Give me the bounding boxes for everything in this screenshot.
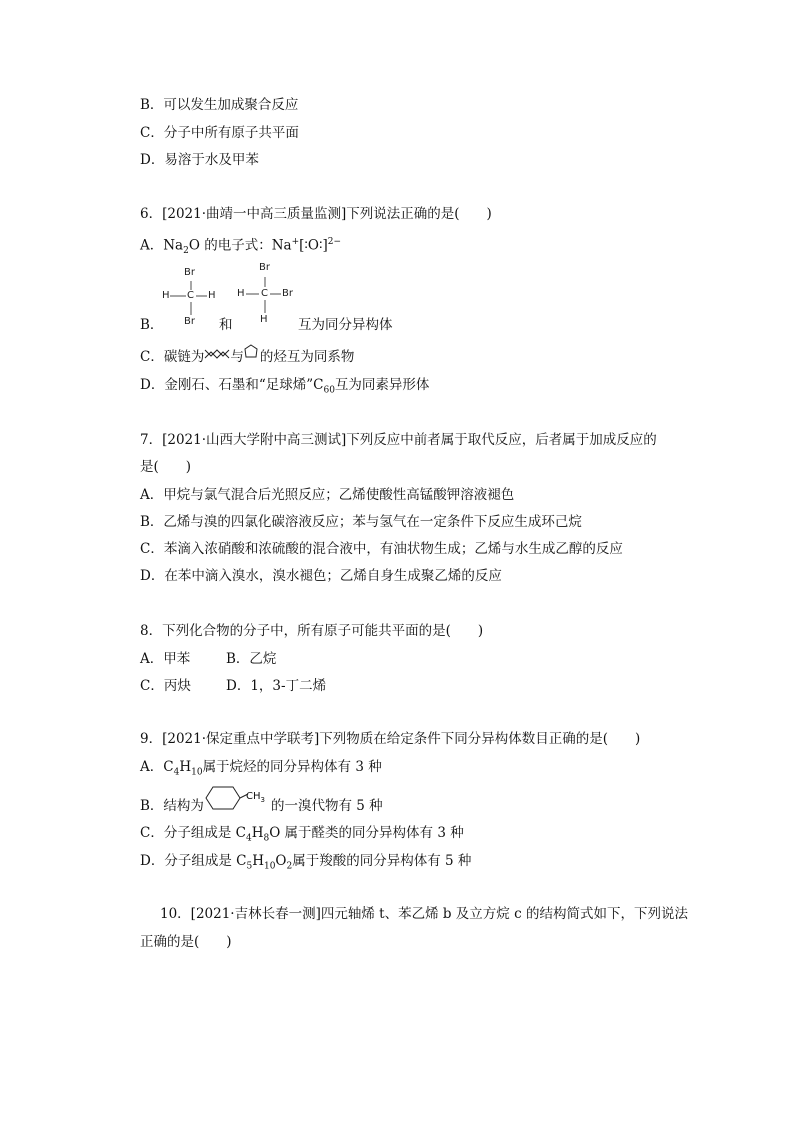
q6-a-sub: 2 [183, 246, 189, 257]
q9-d-s3: 2 [286, 861, 293, 872]
q6-stem: 6．[2021·曲靖一中高三质量监测]下列说法正确的是( ) [140, 206, 492, 222]
struct2-bonds [234, 265, 294, 325]
struct2-h-left: H [237, 288, 245, 299]
q5-option-d: D．易溶于水及甲苯 [140, 152, 259, 168]
q9-d-t2: H [252, 853, 264, 869]
q9-a-t3: 属于烷烃的同分异构体有 3 种 [202, 759, 382, 775]
q8-option-a: A．甲苯 [140, 651, 191, 667]
q9-d-s2: 10 [263, 861, 276, 872]
struct1-br-bottom: Br [184, 316, 195, 327]
cyclopentane-drawing [244, 344, 262, 362]
q7-option-b: B．乙烯与溴的四氯化碳溶液反应；苯与氢气在一定条件下反应生成环己烷 [140, 514, 582, 530]
struct2-br-top: Br [259, 262, 270, 273]
q9-b-ch-sub: 3 [260, 796, 265, 804]
struct2-c: C [261, 288, 268, 299]
q6-option-b-label: B． [140, 317, 164, 333]
q6-d-sub: 60 [323, 385, 335, 396]
q10-stem-line1: 10．[2021·吉林长春一测]四元轴烯 t、苯乙烯 b 及立方烷 c 的结构简式如下，下列说法 [160, 906, 688, 922]
cyclohexane-ring-drawing [206, 786, 246, 812]
methyl-label [246, 788, 265, 809]
q9-c-t1: C．分子组成是 C [140, 825, 246, 841]
struct1-h-right: H [208, 290, 216, 301]
q6-c-text1: C．碳链为 [140, 349, 205, 365]
q6-a-sup2: 2− [327, 237, 342, 247]
q7-stem-line1: 7．[2021·山西大学附中高三测试]下列反应中前者属于取代反应，后者属于加成反应的 [140, 432, 657, 448]
q6-d-text1: D．金刚石、石墨和“足球烯”C [140, 377, 324, 393]
q9-option-c [140, 824, 464, 848]
q6-a-sup: + [291, 237, 300, 247]
struct1-br-top: Br [184, 267, 195, 278]
q9-option-b-label: B．结构为 [140, 798, 204, 814]
q9-c-s1: 4 [245, 833, 252, 844]
q6-d-text2: 互为同素异形体 [334, 377, 430, 393]
q9-d-t3: O [275, 853, 287, 869]
struct2-h-bottom: H [260, 314, 268, 325]
q10-stem-line2: 正确的是( ) [140, 934, 232, 950]
q6-option-d [140, 376, 429, 400]
struct2-br-right: Br [282, 288, 293, 299]
q9-d-s1: 5 [246, 861, 253, 872]
q6-a-text1: A．Na [140, 237, 184, 254]
q9-d-t4: 属于羧酸的同分异构体有 5 种 [292, 853, 472, 869]
q9-d-t1: D．分子组成是 C [140, 853, 247, 869]
q9-a-s2: 10 [191, 767, 203, 778]
q6-option-b-tail: 互为同分异构体 [298, 317, 393, 333]
q8-option-d: D．1，3-丁二烯 [226, 678, 327, 694]
q6-c-with: 与 [230, 349, 244, 365]
q7-option-d: D．在苯中滴入溴水，溴水褪色；乙烯自身生成聚乙烯的反应 [140, 568, 502, 584]
q9-c-t2: H [251, 825, 264, 841]
q9-option-a [140, 758, 382, 782]
q7-stem-line2: 是( ) [140, 459, 192, 475]
q6-a-text3: [∶O∶] [299, 237, 328, 254]
q9-a-s1: 4 [173, 767, 180, 778]
q9-b-ch: CH [246, 791, 261, 802]
q9-option-d [140, 852, 471, 876]
struct1-bonds [160, 270, 220, 330]
q9-stem: 9．[2021·保定重点中学联考]下列物质在给定条件下同分异构体数目正确的是( ) [140, 731, 641, 747]
q5-option-c: C．分子中所有原子共平面 [140, 125, 299, 141]
q8-stem: 8．下列化合物的分子中，所有原子可能共平面的是( ) [140, 623, 484, 639]
q9-a-t1: A．C [140, 759, 174, 775]
q9-a-t2: H [179, 759, 192, 775]
q5-option-b: B．可以发生加成聚合反应 [140, 97, 299, 113]
struct1-c: C [187, 290, 194, 301]
q6-a-text2: O 的电子式：Na [188, 237, 292, 254]
branched-chain-drawing [204, 346, 234, 362]
q6-option-a [140, 233, 341, 260]
q8-option-c: C．丙炔 [140, 678, 191, 694]
q8-option-b: B．乙烷 [226, 651, 277, 667]
q6-c-text2: 的烃互为同系物 [259, 349, 355, 365]
q7-option-c: C．苯滴入浓硝酸和浓硫酸的混合液中，有油状物生成；乙烯与水生成乙醇的反应 [140, 541, 623, 557]
struct1-h-left: H [162, 290, 170, 301]
q6-option-b-and: 和 [219, 317, 233, 333]
q9-c-s2: 8 [263, 833, 270, 844]
q9-option-b-tail: 的一溴代物有 5 种 [271, 798, 383, 814]
q7-option-a: A．甲烷与氯气混合后光照反应；乙烯使酸性高锰酸钾溶液褪色 [140, 487, 515, 503]
q9-c-t3: O 属于醛类的同分异构体有 3 种 [269, 825, 464, 841]
